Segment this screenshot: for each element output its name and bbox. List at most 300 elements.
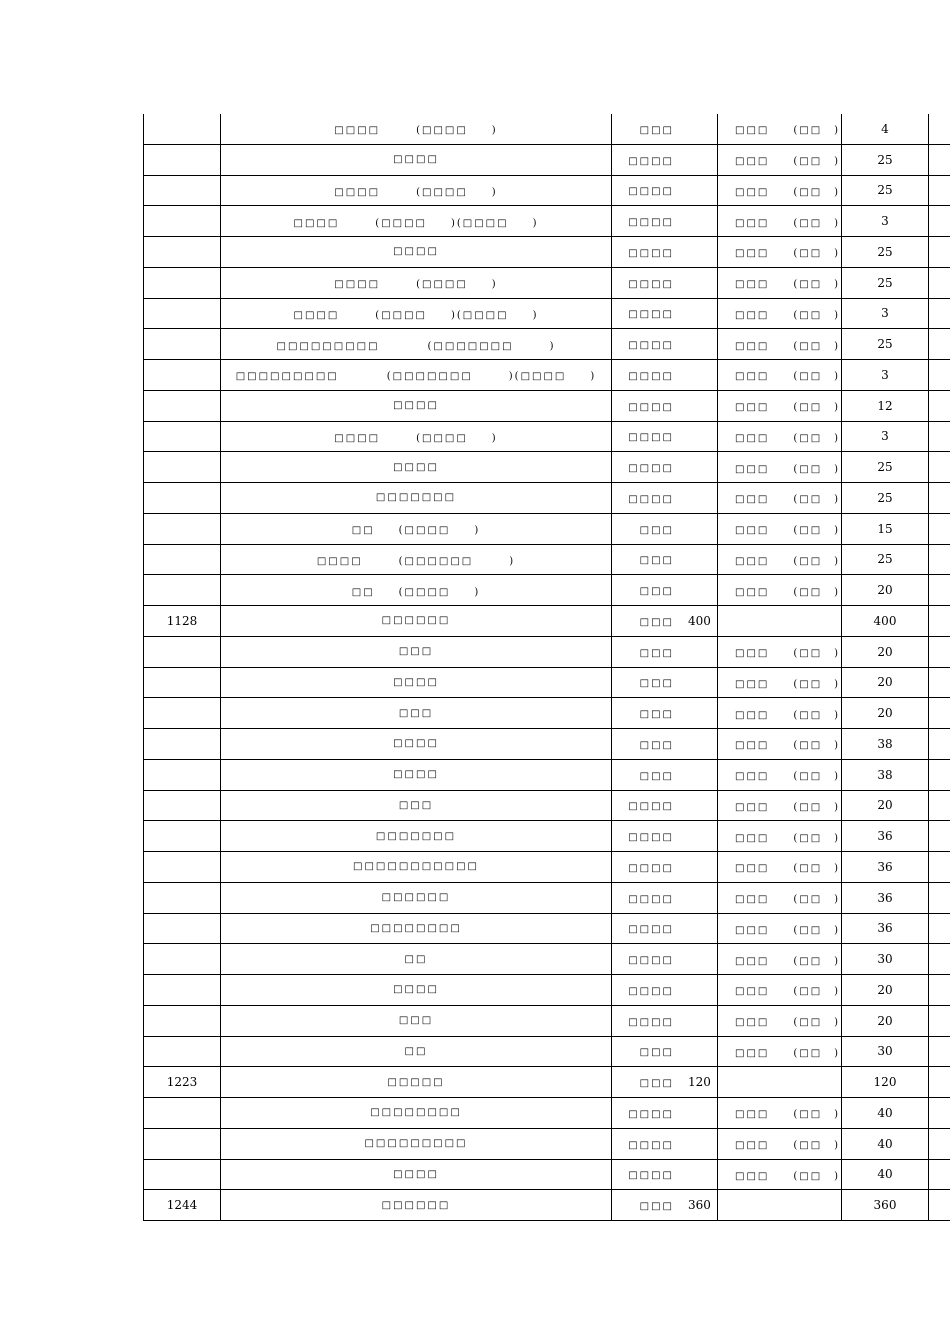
trailing-cell: [929, 206, 950, 237]
item-name-cell: [221, 483, 612, 514]
item-name-cell: [221, 852, 612, 883]
item-unit: □□□□: [628, 401, 674, 413]
item-qty: 400: [873, 613, 897, 628]
item-name-cell: [221, 237, 612, 268]
item-unit-cell: [612, 913, 718, 944]
item-qty-cell: [842, 882, 929, 913]
trailing-cell: [929, 452, 950, 483]
item-unit: □□□: [639, 616, 674, 628]
trailing-cell: [929, 483, 950, 514]
item-attr: □□□ (□□ ): [735, 924, 841, 936]
item-qty-cell: [842, 483, 929, 514]
item-attr-cell: [718, 1067, 842, 1098]
item-code-cell: [144, 1098, 221, 1129]
item-code: 1128: [166, 613, 198, 628]
item-unit-cell: [612, 1067, 718, 1098]
item-name-cell: [221, 729, 612, 760]
item-attr-cell: [718, 298, 842, 329]
item-attr: □□□ (□□ ): [735, 648, 841, 660]
item-name-cell: [221, 1128, 612, 1159]
trailing-cell: [929, 729, 950, 760]
item-qty: 3: [881, 306, 889, 321]
table-row: [144, 175, 950, 206]
item-qty-cell: [842, 1128, 929, 1159]
table-row: [144, 421, 950, 452]
trailing-cell: [929, 175, 950, 206]
item-qty-cell: [842, 267, 929, 298]
item-attr-cell: [718, 1128, 842, 1159]
trailing-cell: [929, 1005, 950, 1036]
item-name: □□□□: [393, 461, 439, 473]
item-attr-cell: [718, 1159, 842, 1190]
item-unit-cell: [612, 636, 718, 667]
item-unit-cell: [612, 175, 718, 206]
item-attr-cell: [718, 636, 842, 667]
item-name: □□□□□□□: [375, 830, 457, 842]
item-name: □□□□: [393, 738, 439, 750]
item-unit-cell: [612, 544, 718, 575]
item-name-cell: [221, 636, 612, 667]
item-name-cell: [221, 790, 612, 821]
item-name: □□□□: [393, 400, 439, 412]
item-attr: □□□ (□□ ): [735, 771, 841, 783]
table-row: [144, 360, 950, 391]
item-qty: 25: [877, 183, 893, 198]
trailing-cell: [929, 636, 950, 667]
item-qty-cell: [842, 821, 929, 852]
item-name: □□□□: [393, 154, 439, 166]
item-name: □□□□: [393, 984, 439, 996]
item-code-cell: [144, 175, 221, 206]
item-unit-cell: [612, 852, 718, 883]
item-qty-cell: [842, 237, 929, 268]
item-unit-cell: [612, 729, 718, 760]
item-qty-cell: [842, 114, 929, 144]
item-qty: 20: [877, 644, 893, 659]
item-code-cell: [144, 267, 221, 298]
item-qty-cell: [842, 329, 929, 360]
item-attr: □□□ (□□ ): [735, 402, 841, 414]
item-attr: □□□ (□□ ): [735, 525, 841, 537]
trailing-cell: [929, 144, 950, 175]
trailing-cell: [929, 852, 950, 883]
item-attr-cell: [718, 821, 842, 852]
item-name-cell: [221, 175, 612, 206]
item-attr-cell: [718, 114, 842, 144]
item-attr: □□□ (□□ ): [735, 340, 841, 352]
item-code-cell: [144, 975, 221, 1006]
trailing-cell: [929, 1067, 950, 1098]
item-unit: □□□□: [628, 1108, 674, 1120]
item-name-cell: [221, 360, 612, 391]
item-attr-cell: [718, 975, 842, 1006]
item-name: □□: [404, 953, 428, 965]
item-qty: 12: [877, 398, 893, 413]
item-qty: 30: [877, 1044, 893, 1059]
item-qty: 38: [877, 767, 893, 782]
item-attr: □□□ (□□ ): [735, 1109, 841, 1121]
item-name: □□□□□□□□: [370, 922, 462, 934]
item-attr: □□□ (□□ ): [735, 863, 841, 875]
trailing-cell: [929, 882, 950, 913]
item-unit-cell: [612, 421, 718, 452]
item-code-cell: [144, 575, 221, 606]
item-name-cell: [221, 667, 612, 698]
item-code-cell: [144, 606, 221, 637]
item-attr: □□□ (□□ ): [735, 186, 841, 198]
item-qty: 25: [877, 552, 893, 567]
table-row: [144, 237, 950, 268]
item-unit-cell: [612, 1190, 718, 1221]
item-qty-cell: [842, 452, 929, 483]
trailing-cell: [929, 360, 950, 391]
item-code-cell: [144, 513, 221, 544]
item-code-cell: [144, 1005, 221, 1036]
item-code-cell: [144, 421, 221, 452]
item-name: □□□□ (□□□□ ): [334, 186, 498, 198]
item-code: 1244: [166, 1198, 198, 1213]
item-name-cell: [221, 144, 612, 175]
item-code-cell: [144, 882, 221, 913]
item-attr: □□□ (□□ ): [735, 1140, 841, 1152]
item-code-cell: [144, 698, 221, 729]
item-name-cell: [221, 206, 612, 237]
item-attr: □□□ (□□ ): [735, 432, 841, 444]
item-qty: 20: [877, 675, 893, 690]
item-qty-cell: [842, 144, 929, 175]
item-code-cell: [144, 206, 221, 237]
item-name: □□□□ (□□□□ )(□□□□ ): [293, 309, 539, 321]
item-attr-cell: [718, 390, 842, 421]
item-unit: □□□□: [628, 340, 674, 352]
item-name-cell: [221, 944, 612, 975]
item-attr-cell: [718, 575, 842, 606]
table-row: [144, 1036, 950, 1067]
item-name: □□: [404, 1045, 428, 1057]
trailing-cell: [929, 329, 950, 360]
item-code-cell: [144, 329, 221, 360]
item-code-cell: [144, 1190, 221, 1221]
item-name-cell: [221, 1190, 612, 1221]
item-code-cell: [144, 913, 221, 944]
item-code-cell: [144, 729, 221, 760]
item-attr-cell: [718, 1098, 842, 1129]
item-unit: □□□: [639, 709, 674, 721]
table-row: [144, 298, 950, 329]
table-row: [144, 790, 950, 821]
trailing-cell: [929, 237, 950, 268]
item-unit-cell: [612, 1036, 718, 1067]
item-qty-cell: [842, 206, 929, 237]
item-qty-cell: [842, 1159, 929, 1190]
item-unit-cell: [612, 298, 718, 329]
item-code-cell: [144, 1067, 221, 1098]
item-qty-cell: [842, 759, 929, 790]
item-unit: □□□□: [628, 370, 674, 382]
item-attr-cell: [718, 729, 842, 760]
item-qty-cell: [842, 790, 929, 821]
item-unit: □□□□: [628, 247, 674, 259]
item-attr-cell: [718, 882, 842, 913]
trailing-cell: [929, 544, 950, 575]
trailing-cell: [929, 944, 950, 975]
item-name: □□□□ (□□□□□□ ): [316, 555, 516, 567]
table-row: [144, 206, 950, 237]
item-unit-cell: [612, 1159, 718, 1190]
item-unit: □□□: [639, 1047, 674, 1059]
item-unit: □□□: [639, 678, 674, 690]
item-name: □□□: [398, 646, 434, 658]
table-row: [144, 544, 950, 575]
table-row: [144, 759, 950, 790]
item-unit: □□□□: [628, 955, 674, 967]
item-unit: □□□□: [628, 278, 674, 290]
item-attr-cell: [718, 544, 842, 575]
item-name-cell: [221, 821, 612, 852]
table-row: [144, 1005, 950, 1036]
item-unit: □□□: [639, 1078, 674, 1090]
item-code: 1223: [166, 1075, 198, 1090]
item-name: □□□□ (□□□□ )(□□□□ ): [293, 217, 539, 229]
item-name: □□□□□□: [381, 892, 451, 904]
item-attr: □□□ (□□ ): [735, 463, 841, 475]
inventory-sheet: [143, 114, 950, 1221]
item-code-cell: [144, 759, 221, 790]
item-qty-cell: [842, 1190, 929, 1221]
item-name: □□□□□□: [381, 1199, 451, 1211]
item-name: □□ (□□□□ ): [351, 525, 481, 537]
item-unit: □□□: [639, 770, 674, 782]
item-unit: □□□□: [628, 463, 674, 475]
item-qty-cell: [842, 1036, 929, 1067]
item-attr: □□□ (□□ ): [735, 832, 841, 844]
item-name-cell: [221, 698, 612, 729]
item-unit: □□□□: [628, 862, 674, 874]
item-unit: □□□□: [628, 432, 674, 444]
item-unit: □□□□: [628, 1139, 674, 1151]
item-unit-cell: [612, 790, 718, 821]
item-name-cell: [221, 390, 612, 421]
item-attr-cell: [718, 329, 842, 360]
item-qty-cell: [842, 1098, 929, 1129]
item-code-cell: [144, 360, 221, 391]
item-code-cell: [144, 237, 221, 268]
item-code-cell: [144, 144, 221, 175]
trailing-cell: [929, 421, 950, 452]
item-qty: 20: [877, 982, 893, 997]
item-qty: 4: [881, 121, 889, 136]
item-unit: □□□: [639, 555, 674, 567]
item-unit: □□□□: [628, 924, 674, 936]
table-row: [144, 606, 950, 637]
table-row: [144, 114, 950, 144]
item-name-cell: [221, 882, 612, 913]
table-row: [144, 390, 950, 421]
item-qty: 3: [881, 367, 889, 382]
item-unit-cell: [612, 114, 718, 144]
item-qty-cell: [842, 544, 929, 575]
trailing-cell: [929, 298, 950, 329]
item-attr: □□□ (□□ ): [735, 894, 841, 906]
item-code-cell: [144, 483, 221, 514]
item-name: □□ (□□□□ ): [351, 586, 481, 598]
item-qty: 40: [877, 1167, 893, 1182]
item-qty-cell: [842, 390, 929, 421]
trailing-cell: [929, 821, 950, 852]
item-name-cell: [221, 544, 612, 575]
item-unit-cell: [612, 821, 718, 852]
item-unit-value: 120: [688, 1075, 711, 1090]
item-name: □□□: [398, 799, 434, 811]
item-qty: 20: [877, 1013, 893, 1028]
table-row: [144, 913, 950, 944]
table-row: [144, 944, 950, 975]
item-name-cell: [221, 1159, 612, 1190]
trailing-cell: [929, 513, 950, 544]
inventory-table: [143, 114, 950, 1221]
item-code-cell: [144, 544, 221, 575]
trailing-cell: [929, 114, 950, 144]
item-unit-cell: [612, 575, 718, 606]
item-qty-cell: [842, 944, 929, 975]
item-qty-cell: [842, 606, 929, 637]
item-attr-cell: [718, 513, 842, 544]
table-row: [144, 513, 950, 544]
item-attr-cell: [718, 790, 842, 821]
item-qty: 15: [877, 521, 893, 536]
table-row: [144, 698, 950, 729]
item-attr: □□□ (□□ ): [735, 740, 841, 752]
item-unit-cell: [612, 452, 718, 483]
item-attr-cell: [718, 759, 842, 790]
item-code-cell: [144, 790, 221, 821]
table-row: [144, 852, 950, 883]
trailing-cell: [929, 1128, 950, 1159]
item-unit-cell: [612, 483, 718, 514]
item-name-cell: [221, 452, 612, 483]
item-qty: 40: [877, 1136, 893, 1151]
item-unit: □□□□: [628, 155, 674, 167]
item-name-cell: [221, 975, 612, 1006]
item-qty-cell: [842, 175, 929, 206]
item-code-cell: [144, 1159, 221, 1190]
item-unit-cell: [612, 390, 718, 421]
item-code-cell: [144, 390, 221, 421]
item-code-cell: [144, 852, 221, 883]
item-attr-cell: [718, 237, 842, 268]
item-attr: □□□ (□□ ): [735, 125, 841, 137]
item-qty: 20: [877, 706, 893, 721]
item-name-cell: [221, 329, 612, 360]
item-qty: 25: [877, 460, 893, 475]
item-qty: 36: [877, 829, 893, 844]
item-attr: □□□ (□□ ): [735, 586, 841, 598]
item-unit: □□□□: [628, 832, 674, 844]
item-name-cell: [221, 759, 612, 790]
item-name: □□□□□□□□□ (□□□□□□□ ): [276, 340, 556, 352]
trailing-cell: [929, 1190, 950, 1221]
table-row: [144, 1067, 950, 1098]
item-qty: 20: [877, 583, 893, 598]
item-qty: 25: [877, 490, 893, 505]
item-code-cell: [144, 1036, 221, 1067]
item-attr-cell: [718, 698, 842, 729]
item-attr: □□□ (□□ ): [735, 555, 841, 567]
trailing-cell: [929, 759, 950, 790]
trailing-cell: [929, 667, 950, 698]
trailing-cell: [929, 575, 950, 606]
item-attr: □□□ (□□ ): [735, 709, 841, 721]
item-attr: □□□ (□□ ): [735, 801, 841, 813]
item-name: □□□□: [393, 676, 439, 688]
item-attr: □□□ (□□ ): [735, 371, 841, 383]
item-code-cell: [144, 1128, 221, 1159]
item-unit: □□□□: [628, 1170, 674, 1182]
item-name: □□□□ (□□□□ ): [334, 432, 498, 444]
item-qty: 3: [881, 214, 889, 229]
item-name-cell: [221, 575, 612, 606]
item-unit-cell: [612, 698, 718, 729]
item-code-cell: [144, 636, 221, 667]
item-name-cell: [221, 421, 612, 452]
item-qty-cell: [842, 636, 929, 667]
item-qty: 36: [877, 859, 893, 874]
item-name: □□□□□□□: [375, 492, 457, 504]
table-row: [144, 729, 950, 760]
item-unit-cell: [612, 267, 718, 298]
item-unit-cell: [612, 360, 718, 391]
item-unit: □□□□: [628, 186, 674, 198]
trailing-cell: [929, 1159, 950, 1190]
item-name: □□□□□□: [381, 615, 451, 627]
item-unit-cell: [612, 1128, 718, 1159]
trailing-cell: [929, 975, 950, 1006]
inventory-table-body: [144, 114, 950, 1221]
item-attr-cell: [718, 267, 842, 298]
trailing-cell: [929, 1098, 950, 1129]
item-attr: □□□ (□□ ): [735, 156, 841, 168]
item-name-cell: [221, 267, 612, 298]
table-row: [144, 329, 950, 360]
table-row: [144, 452, 950, 483]
trailing-cell: [929, 1036, 950, 1067]
item-attr-cell: [718, 913, 842, 944]
table-row: [144, 882, 950, 913]
item-attr: □□□ (□□ ): [735, 955, 841, 967]
item-name: □□□□□□□□: [370, 1107, 462, 1119]
item-unit-cell: [612, 667, 718, 698]
item-qty: 38: [877, 736, 893, 751]
item-unit: □□□□: [628, 1016, 674, 1028]
item-attr: □□□ (□□ ): [735, 217, 841, 229]
item-name-cell: [221, 1036, 612, 1067]
item-code-cell: [144, 298, 221, 329]
item-attr-cell: [718, 421, 842, 452]
table-row: [144, 636, 950, 667]
item-unit-value: 400: [688, 613, 711, 628]
item-qty: 40: [877, 1105, 893, 1120]
item-qty: 36: [877, 890, 893, 905]
item-unit: □□□□: [628, 801, 674, 813]
item-code-cell: [144, 821, 221, 852]
item-unit: □□□: [639, 586, 674, 598]
item-code-cell: [144, 452, 221, 483]
item-unit: □□□□: [628, 309, 674, 321]
item-unit-cell: [612, 606, 718, 637]
table-row: [144, 667, 950, 698]
item-attr-cell: [718, 144, 842, 175]
item-name: □□□□: [393, 769, 439, 781]
